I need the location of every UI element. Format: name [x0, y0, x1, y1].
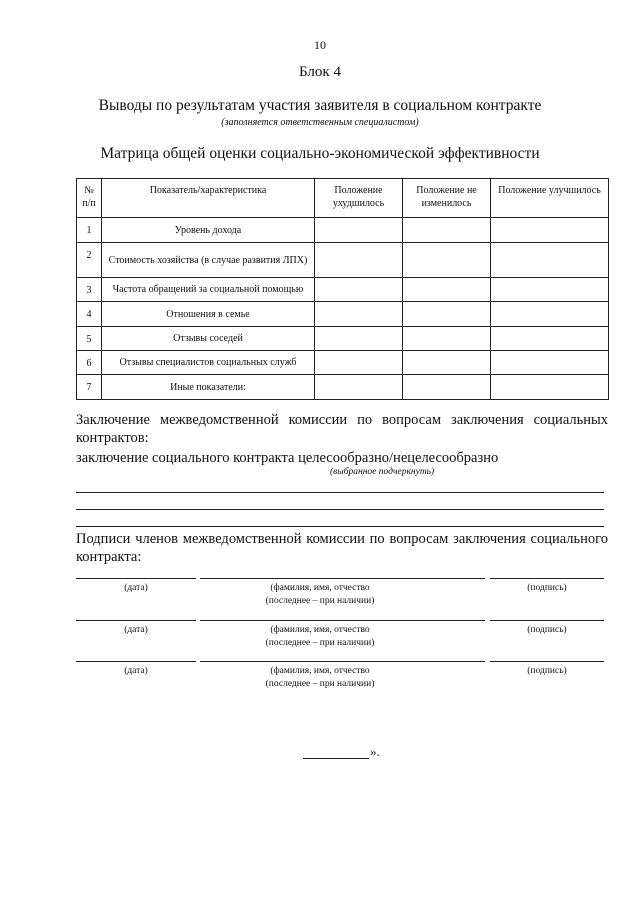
conclusion-line-3[interactable]: [76, 526, 604, 527]
date-caption: (дата): [124, 666, 148, 676]
row-indicator: Отношения в семье: [102, 302, 315, 327]
header-worsened: Положение ухудшилось: [315, 179, 403, 218]
sign-caption: (подпись): [527, 666, 567, 676]
name-line[interactable]: [200, 620, 485, 621]
date-line[interactable]: [76, 578, 196, 579]
row-indicator: Частота обращений за социальной помощью: [102, 278, 315, 302]
name-line[interactable]: [200, 578, 485, 579]
cell-improved[interactable]: [491, 278, 609, 302]
section-title: Выводы по результатам участия заявителя в социальном контракте: [98, 97, 542, 114]
section-note: (заполняется ответственным специалистом): [221, 117, 419, 128]
evaluation-matrix: [76, 178, 609, 400]
sign-caption: (подпись): [527, 583, 567, 593]
table-row: [77, 351, 609, 375]
name-caption-2: (последнее – при наличии): [265, 596, 375, 606]
matrix-title: Матрица общей оценки социально-экономической эффективности: [100, 145, 540, 162]
closing-quote: ».: [370, 744, 380, 759]
date-caption: (дата): [124, 583, 148, 593]
table-row: [77, 375, 609, 400]
sign-line[interactable]: [490, 661, 604, 662]
sign-line[interactable]: [490, 620, 604, 621]
row-num: 1: [77, 218, 102, 243]
cell-worsened[interactable]: [315, 327, 403, 351]
row-indicator: Отзывы соседей: [102, 327, 315, 351]
name-caption-1: (фамилия, имя, отчество: [270, 625, 370, 635]
date-line[interactable]: [76, 661, 196, 662]
cell-unchanged[interactable]: [403, 218, 491, 243]
table-row: [77, 327, 609, 351]
page-number: 10: [314, 38, 326, 52]
cell-improved[interactable]: [491, 218, 609, 243]
sign-line[interactable]: [490, 578, 604, 579]
cell-unchanged[interactable]: [403, 302, 491, 327]
cell-worsened[interactable]: [315, 243, 403, 278]
cell-worsened[interactable]: [315, 375, 403, 400]
matrix-header-row: [77, 179, 609, 218]
cell-improved[interactable]: [491, 243, 609, 278]
row-num: 5: [77, 327, 102, 351]
closing-line[interactable]: [303, 758, 369, 759]
row-num: 4: [77, 302, 102, 327]
table-row: [77, 278, 609, 302]
cell-unchanged[interactable]: [403, 351, 491, 375]
cell-improved[interactable]: [491, 375, 609, 400]
conclusion-line-2[interactable]: [76, 509, 604, 510]
header-num: № п/п: [77, 179, 102, 218]
conclusion-choice: заключение социального контракта целесообразно/нецелесообразно: [76, 450, 499, 466]
choice-note: (выбранное подчеркнуть): [330, 467, 435, 477]
header-unchanged: Положение не изменилось: [403, 179, 491, 218]
table-row: [77, 218, 609, 243]
date-caption: (дата): [124, 625, 148, 635]
row-indicator: Стоимость хозяйства (в случае развития ЛПХ): [102, 243, 315, 278]
cell-unchanged[interactable]: [403, 243, 491, 278]
table-row: [77, 302, 609, 327]
conclusion-text: Заключение межведомственной комиссии по вопросам заключения социальных контрактов:: [76, 412, 608, 446]
sign-caption: (подпись): [527, 625, 567, 635]
table-row: [77, 243, 609, 278]
cell-unchanged[interactable]: [403, 375, 491, 400]
cell-worsened[interactable]: [315, 278, 403, 302]
row-num: 7: [77, 375, 102, 400]
name-caption-1: (фамилия, имя, отчество: [270, 666, 370, 676]
cell-worsened[interactable]: [315, 302, 403, 327]
row-num: 6: [77, 351, 102, 375]
name-caption-2: (последнее – при наличии): [265, 638, 375, 648]
conclusion-line-1[interactable]: [76, 492, 604, 493]
cell-worsened[interactable]: [315, 351, 403, 375]
header-indicator: Показатель/характеристика: [102, 179, 315, 218]
cell-unchanged[interactable]: [403, 327, 491, 351]
row-indicator: Иные показатели:: [102, 375, 315, 400]
row-indicator: Уровень дохода: [102, 218, 315, 243]
name-line[interactable]: [200, 661, 485, 662]
signatures-text: Подписи членов межведомственной комиссии по вопросам заключения социального контракта:: [76, 531, 608, 565]
cell-improved[interactable]: [491, 327, 609, 351]
header-improved: Положение улучшилось: [491, 179, 609, 218]
row-num: 2: [77, 243, 102, 278]
cell-improved[interactable]: [491, 302, 609, 327]
row-indicator: Отзывы специалистов социальных служб: [102, 351, 315, 375]
cell-unchanged[interactable]: [403, 278, 491, 302]
name-caption-2: (последнее – при наличии): [265, 679, 375, 689]
date-line[interactable]: [76, 620, 196, 621]
name-caption-1: (фамилия, имя, отчество: [270, 583, 370, 593]
cell-worsened[interactable]: [315, 218, 403, 243]
cell-improved[interactable]: [491, 351, 609, 375]
row-num: 3: [77, 278, 102, 302]
block-title: Блок 4: [299, 64, 341, 80]
